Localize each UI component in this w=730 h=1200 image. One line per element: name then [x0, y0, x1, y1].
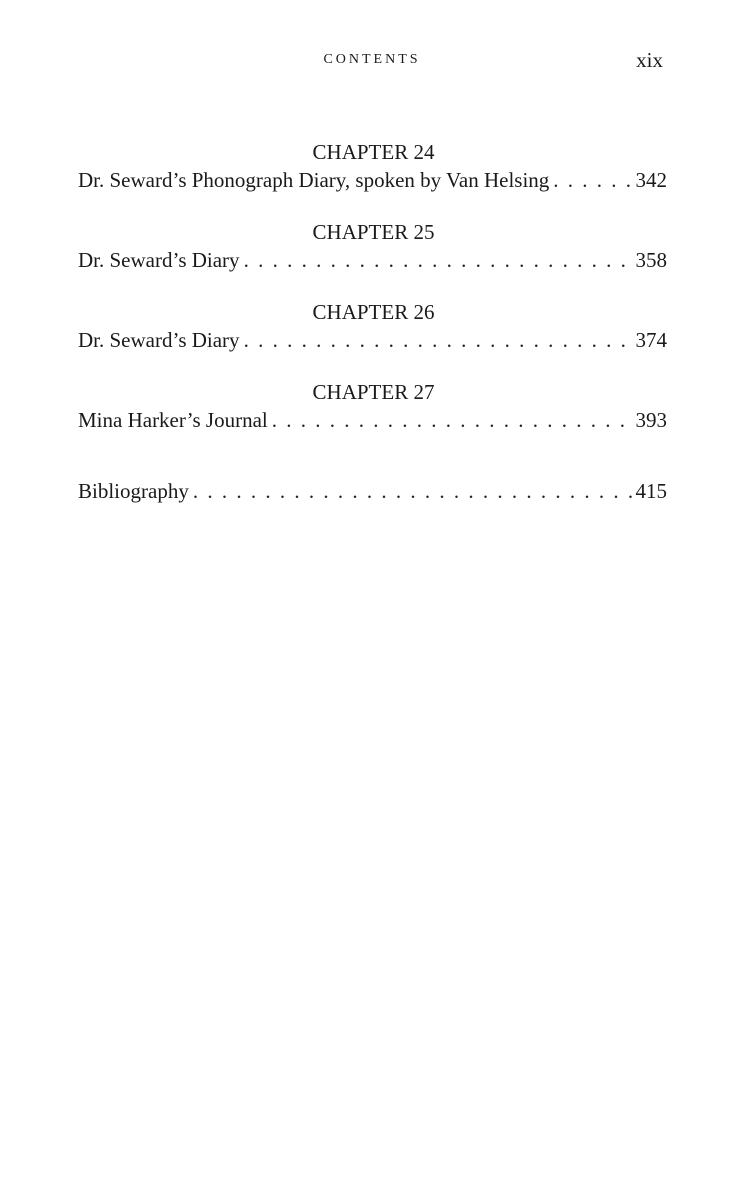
dot-leader [272, 406, 632, 434]
entry-page-number: 342 [635, 168, 667, 192]
toc-chapter-25 [78, 218, 667, 274]
toc-entry[interactable] [78, 166, 667, 194]
entry-page-number: 393 [635, 408, 667, 432]
dot-leader [244, 246, 632, 274]
entry-title: Dr. Seward’s Phonograph Diary, spoken by Van Helsing [78, 168, 550, 192]
chapter-heading: CHAPTER 24 [312, 140, 435, 164]
dot-leader [193, 477, 632, 505]
entry-page-number: 415 [635, 479, 667, 503]
toc-entry[interactable] [78, 326, 667, 354]
toc-chapter-26 [78, 298, 667, 354]
entry-page-number: 374 [635, 328, 667, 352]
toc-chapter-24 [78, 138, 667, 194]
chapter-heading: CHAPTER 26 [312, 300, 435, 324]
chapter-heading: CHAPTER 25 [312, 220, 435, 244]
entry-title: Dr. Seward’s Diary [78, 248, 240, 272]
running-head [0, 50, 730, 74]
toc-entry[interactable] [78, 246, 667, 274]
running-title: CONTENTS [323, 52, 421, 67]
entry-page-number: 358 [635, 248, 667, 272]
toc-entry[interactable] [78, 406, 667, 434]
entry-title: Mina Harker’s Journal [78, 408, 268, 432]
dot-leader [244, 326, 632, 354]
table-of-contents [78, 138, 667, 505]
entry-title: Dr. Seward’s Diary [78, 328, 240, 352]
toc-chapter-27 [78, 378, 667, 434]
toc-entry-bibliography[interactable] [78, 477, 667, 505]
entry-title: Bibliography [78, 479, 189, 503]
page-number: xix [636, 48, 663, 72]
chapter-heading: CHAPTER 27 [312, 380, 435, 404]
dot-leader [553, 166, 631, 194]
